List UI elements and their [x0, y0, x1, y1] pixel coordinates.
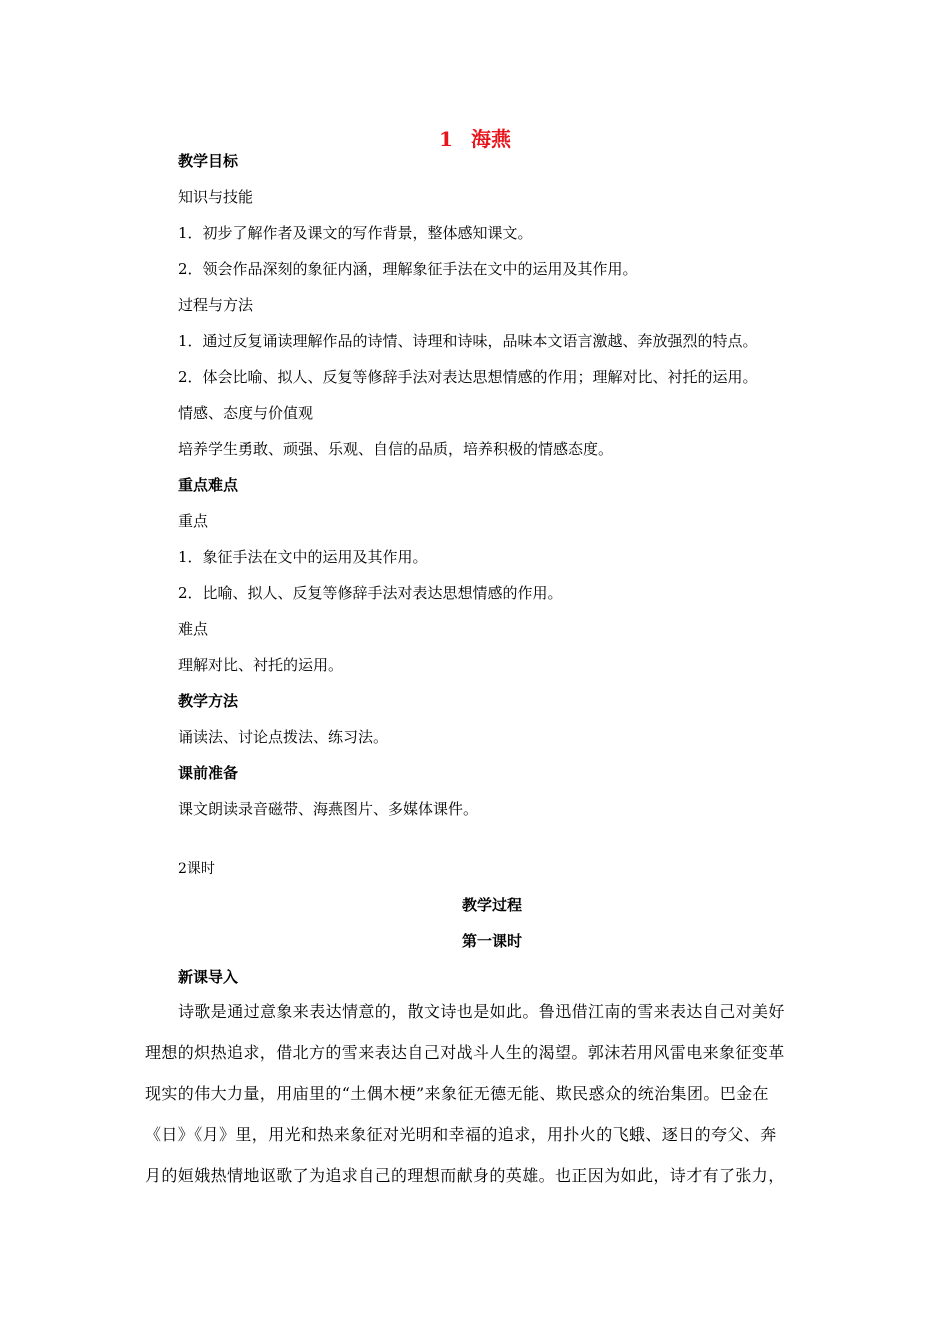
method-item: 诵读法、讨论点拨法、练习法。	[178, 728, 389, 746]
title-text: 海燕	[470, 127, 511, 151]
key-item-2: 2．比喻、拟人、反复等修辞手法对表达思想情感的作用。	[178, 584, 563, 602]
intro-para-line-2: 理想的炽热追求，借北方的雪来表达自己对战斗人生的渴望。郭沫若用风雷电来象征变革	[145, 1043, 785, 1062]
hours: 2课时	[178, 861, 215, 877]
intro-para-line-5: 月的姮娥热情地讴歌了为追求自己的理想而献身的英雄。也正因为如此，诗才有了张力，	[145, 1166, 785, 1185]
emotion-values-label: 情感、态度与价值观	[178, 404, 314, 422]
process-method-label: 过程与方法	[178, 296, 254, 314]
ks-item-1: 1．初步了解作者及课文的写作背景，整体感知课文。	[178, 224, 533, 242]
page-title	[0, 126, 950, 152]
prep-heading: 课前准备	[178, 764, 239, 782]
first-lesson-heading: 第一课时	[461, 932, 522, 950]
method-heading: 教学方法	[178, 692, 239, 710]
intro-heading: 新课导入	[178, 968, 239, 986]
key-label: 重点	[178, 512, 209, 530]
pm-item-2: 2．体会比喻、拟人、反复等修辞手法对表达思想情感的作用；理解对比、衬托的运用。	[178, 368, 758, 386]
objectives-heading: 教学目标	[178, 152, 239, 170]
difficult-item: 理解对比、衬托的运用。	[178, 656, 344, 674]
key-item-1: 1．象征手法在文中的运用及其作用。	[178, 548, 428, 566]
intro-para-line-4: 《日》《月》里，用光和热来象征对光明和幸福的追求，用扑火的飞蛾、逐日的夸父、奔	[145, 1125, 777, 1144]
knowledge-skill-label: 知识与技能	[178, 188, 254, 206]
process-heading: 教学过程	[461, 896, 522, 914]
ks-item-2: 2．领会作品深刻的象征内涵，理解象征手法在文中的运用及其作用。	[178, 260, 638, 278]
intro-para-line-3: 现实的伟大力量，用庙里的“土偶木梗”来象征无德无能、欺民惑众的统治集团。巴金在	[145, 1084, 769, 1103]
title-number: 1	[439, 127, 453, 151]
intro-para-line-1: 诗歌是通过意象来表达情意的，散文诗也是如此。鲁迅借江南的雪来表达自己对美好	[178, 1002, 785, 1021]
ev-item: 培养学生勇敢、顽强、乐观、自信的品质，培养积极的情感态度。	[178, 440, 614, 458]
prep-item: 课文朗读录音磁带、海燕图片、多媒体课件。	[178, 800, 479, 818]
pm-item-1: 1．通过反复诵读理解作品的诗情、诗理和诗味，品味本文语言激越、奔放强烈的特点。	[178, 332, 758, 350]
difficult-label: 难点	[178, 620, 209, 638]
key-difficult-heading: 重点难点	[178, 476, 239, 494]
